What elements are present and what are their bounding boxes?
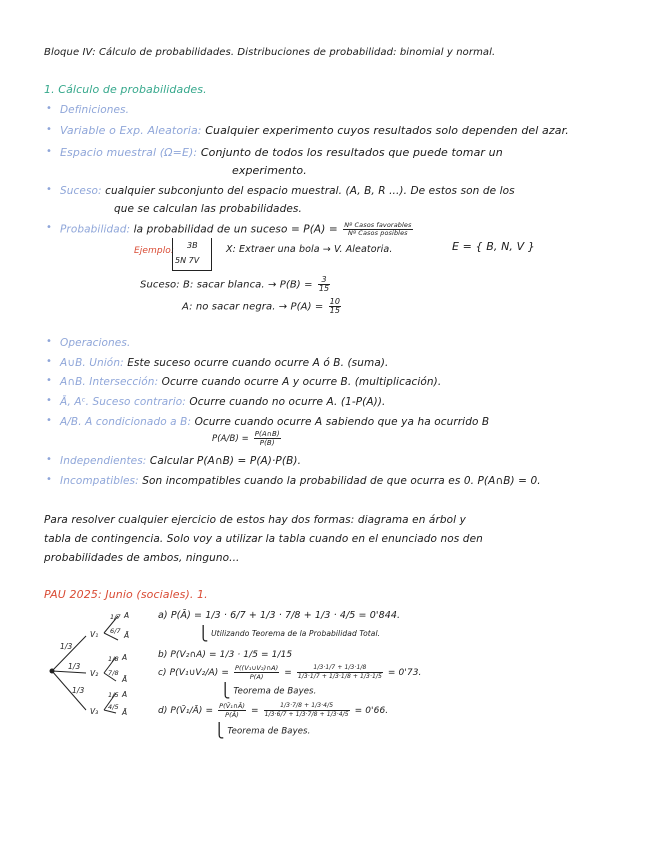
bullet: • [46,124,52,135]
denominator: 1/3·6/7 + 1/3·7/8 + 1/3·4/5 [264,711,349,718]
ejemplo-E: E = { B, N, V } [452,240,535,253]
hook-mark: ⎩ [198,626,209,642]
d-frac-2 [264,702,350,719]
answer-d [158,702,388,719]
section-heading: 1. Cálculo de probabilidades. [44,83,207,96]
numerator: 10 [329,297,341,306]
term: A∪B. Unión: [60,357,124,369]
page-title: Bloque IV: Cálculo de probabilidades. Distribuciones de probabilidad: binomial y normal. [44,47,496,58]
denominator: P(A) [249,673,264,681]
definition: Ocurre cuando ocurre A y ocurre B. (multiplicación). [161,376,442,388]
tree-v1: V₁ [90,630,99,639]
bullet: • [46,146,52,157]
answer-d-result: = 0'66. [354,706,389,716]
sucesoB-text: Suceso: B: sacar blanca. → P(B) = [140,279,313,291]
bullet: • [46,375,52,386]
c-frac-2 [297,664,383,681]
term: Ā, Aᶜ. Suceso contrario: [60,396,186,408]
term: Variable o Exp. Aleatoria: [60,124,202,137]
definition: Ocurre cuando ocurre A sabiendo que ya ha ocurrido B [194,416,490,428]
tree-b2b: 7/8 [108,669,119,677]
def-suceso-cont: que se calculan las probabilidades. [114,203,302,215]
denominator: 15 [318,284,330,293]
note-text: Teorema de Bayes. [227,726,311,737]
urn-top: 3B [187,241,198,250]
numerator: 1/3·1/7 + 1/3·1/8 [297,664,383,673]
term: Incompatibles: [60,475,139,487]
numerator: P(A∩B) [254,430,280,438]
definition: Calcular P(A∩B) = P(A)·P(B). [149,455,302,467]
tree-A1: A [124,611,130,620]
equals: = [284,668,292,678]
operaciones-heading: Operaciones. [60,337,131,349]
hook-mark: ⎩ [214,723,225,739]
definition: la probabilidad de un suceso = P(A) = [133,223,338,236]
bullet: • [46,474,52,485]
def-espacio-cont: experimento. [232,164,307,177]
answer-c [158,664,422,681]
bullet: • [46,454,52,465]
numerator: 3 [318,276,330,285]
definition: Este suceso ocurre cuando ocurre A ó B. (suma). [127,357,389,369]
note-text: Utilizando Teorema de la Probabilidad Total. [211,629,381,638]
bullet: • [46,103,52,114]
urn-bottom: 5N 7V [175,256,200,265]
bullet: • [46,395,52,406]
definition: Conjunto de todos los resultados que puede tomar un [200,146,503,159]
denominator: 15 [329,306,341,315]
answer-c-label: c) P(V₁∪V₂/A) = [158,668,229,678]
term: Suceso: [60,185,102,197]
tree-p1: 1/3 [60,642,73,651]
numerator: 1/3·7/8 + 1/3·4/5 [264,702,350,711]
numerator: P(V̄₁∩Ā) [219,702,246,710]
answer-c-note [220,684,316,699]
definition: Cualquier experimento cuyos resultados solo dependen del azar. [205,124,569,137]
bullet: • [46,222,52,233]
para-line-3: probabilidades de ambos, ninguno... [44,552,240,564]
denominator: Nº Casos posibles [348,229,408,237]
term: Espacio muestral (Ω=E): [60,146,198,159]
term: A/B. A condicionado a B: [60,416,192,428]
cond-formula-label: P(A/B) = [212,434,249,444]
pau-heading: PAU 2025: Junio (sociales). 1. [44,588,208,601]
d-frac-1 [218,702,246,719]
equals: = [250,706,259,716]
tree-A3: A [122,690,128,699]
tree-b3a: 1/5 [108,691,119,699]
ejemplo-text: X: Extraer una bola → V. Aleatoria. [226,244,393,255]
answer-a-label: a) P(Ā) = [158,610,203,621]
hook-mark: ⎩ [220,683,231,699]
c-frac-1 [234,664,279,681]
answer-c-result: = 0'73. [387,668,422,678]
answer-a [158,609,400,623]
note-text: Teorema de Bayes. [233,686,317,697]
answer-a-note [198,627,380,641]
bullet: • [46,184,52,195]
tree-b1b: 6/7 [110,627,121,635]
bullet: • [46,336,52,347]
sucesoA-text: A: no sacar negra. → P(A) = [182,301,324,313]
term: Probabilidad: [60,223,131,236]
ejemplo-label: Ejemplo: [134,246,175,256]
definition: cualquier subconjunto del espacio muestral. (A, B, R ...). De estos son de los [105,185,515,197]
bullet: • [46,415,52,426]
definition: Son incompatibles cuando la probabilidad de que ocurra es 0. P(A∩B) = 0. [142,475,541,487]
tree-p3: 1/3 [72,686,85,695]
answer-b-label: b) P(V₂∩A) = [158,650,217,660]
tree-v3: V₃ [90,707,99,716]
term: A∩B. Intersección: [60,376,159,388]
tree-Abar2: Ā [122,675,128,684]
term: Independientes: [60,455,147,467]
para-line-2: tabla de contingencia. Solo voy a utilizar la tabla cuando en el enunciado nos den [44,533,483,545]
tree-b1a: 1/7 [110,613,121,621]
tree-p2: 1/3 [68,662,81,671]
definition: Ocurre cuando no ocurre A. (1-P(A)). [189,396,386,408]
tree-Abar1: Ā [124,631,130,640]
answer-a-expr: 1/3 · 6/7 + 1/3 · 7/8 + 1/3 · 4/5 = 0'844. [205,610,401,621]
answer-d-label: d) P(V̄₁/Ā) = [158,706,214,716]
para-line-1: Para resolver cualquier ejercicio de estos hay dos formas: diagrama en árbol y [44,514,466,526]
definiciones-heading: Definiciones. [60,104,130,116]
tree-b2a: 1/8 [108,655,119,663]
answer-b-expr: 1/3 · 1/5 = 1/15 [219,650,293,660]
answer-d-note [214,724,310,739]
numerator: Nº Casos favorables [344,221,412,229]
denominator: P(B) [259,439,275,447]
tree-A2: A [122,653,128,662]
tree-b3b: 4/5 [108,703,119,711]
denominator: 1/3·1/7 + 1/3·1/8 + 1/3·1/5 [297,673,382,680]
answer-b [158,648,292,662]
tree-v2: V₂ [90,669,99,678]
bullet: • [46,356,52,367]
numerator: P((V₁∪V₂)∩A) [234,664,279,672]
denominator: P(Ā) [225,711,239,719]
tree-Abar3: Ā [122,708,128,717]
